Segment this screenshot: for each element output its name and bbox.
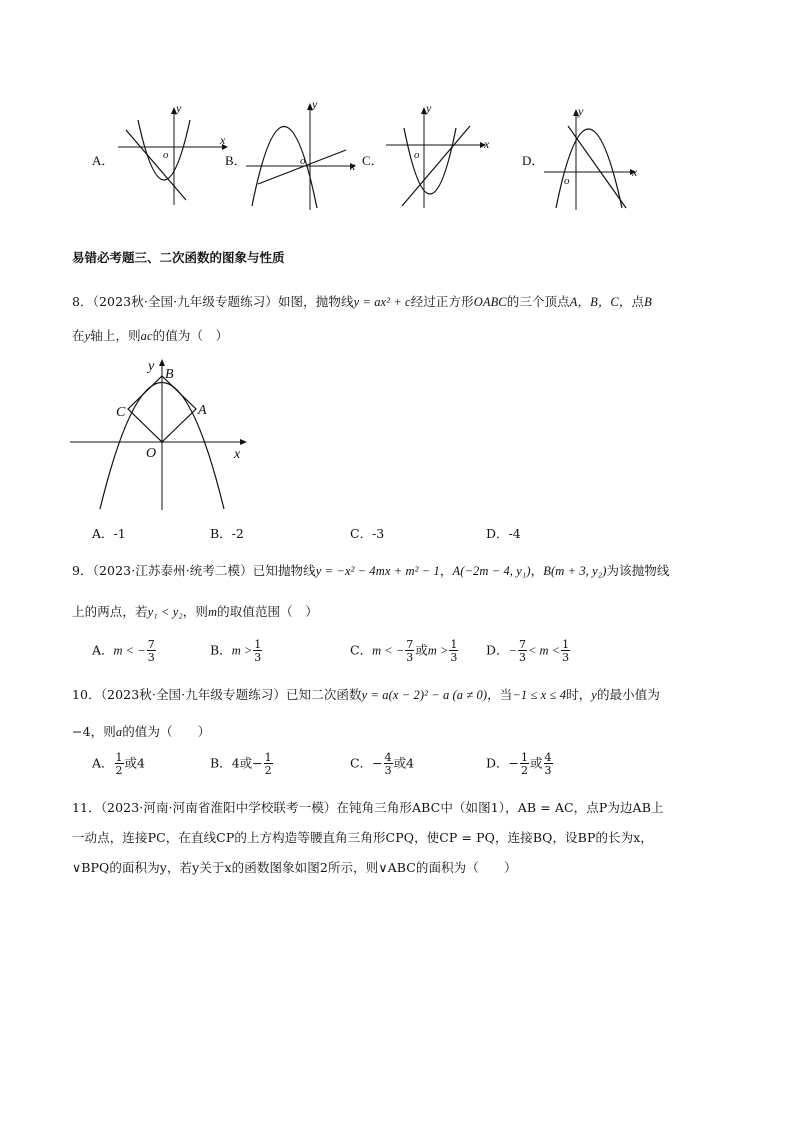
q7-option-c-label: C． (362, 153, 384, 168)
x-label: x (234, 447, 241, 462)
q8-option-d[interactable]: D．-4 (486, 526, 521, 541)
parabola (556, 129, 622, 208)
q9-option-c[interactable]: C．m < − $\frac{7}{3}$ 或m > $\frac{1}{3}$ (350, 638, 458, 664)
origin-label: o (300, 155, 306, 167)
y-label: y (426, 101, 432, 115)
q9-option-a[interactable]: A．m < − $\frac{7}{3}$ (92, 638, 155, 664)
y-arrow (159, 359, 165, 366)
q9-option-b[interactable]: B．m > $\frac{1}{3}$ (210, 638, 262, 664)
point-b-label: B (165, 367, 174, 382)
parabola (404, 128, 456, 194)
line (568, 126, 626, 208)
y-label: y (148, 359, 155, 374)
q7-graph-c (380, 100, 498, 212)
q9-option-d[interactable]: D．− $\frac{7}{3}$ < m < $\frac{1}{3}$ (486, 638, 570, 664)
origin-label: o (163, 149, 169, 161)
q7-option-d-label: D． (522, 153, 545, 168)
y-label: y (176, 101, 182, 115)
q10-line-1: 10．（2023秋·全国·九年级专题练习）已知二次函数y = a(x − 2)² − a (a ≠ 0)，当−1 ≤ x ≤ 4时，y的最小值为 (72, 687, 660, 702)
point-a-label: A (198, 403, 207, 418)
q7-graph-d (542, 100, 646, 212)
q8-line-1: 8．（2023秋·全国·九年级专题练习）如图，抛物线y = ax² + c经过正方形OABC的三个顶点A，B，C，点B (72, 294, 652, 309)
x-arrow (240, 439, 247, 445)
origin-label: O (146, 446, 157, 461)
origin-label: o (414, 149, 420, 161)
x-label: x (350, 159, 356, 173)
q11-line-1: 11．（2023·河南·河南省淮阳中学校联考一模）在钝角三角形ABC中（如图1），AB = AC，点P为边AB上 (72, 800, 664, 815)
parabola (252, 126, 317, 208)
y-label: y (578, 104, 584, 118)
q8-option-c[interactable]: C．-3 (350, 526, 385, 541)
q7-option-b-label: B． (225, 153, 247, 168)
origin-label: o (564, 175, 570, 187)
point-c-label: C (116, 405, 126, 420)
x-label: x (484, 137, 490, 151)
q8-line-2: 在y轴上，则ac的值为（ ） (72, 328, 229, 343)
q11-line-2: 一动点，连接PC，在直线CP的上方构造等腰直角三角形CPQ，使CP = PQ，连接BQ，设BP的长为x， (72, 830, 654, 845)
q8-option-b[interactable]: B．-2 (210, 526, 244, 541)
x-label: x (220, 133, 226, 147)
q10-line-2: −4，则a的值为（ ） (72, 724, 211, 739)
q10-option-a[interactable]: A． $\frac{1}{2}$ 或4 (92, 751, 145, 777)
q7-graph-b (242, 96, 364, 212)
q11-line-3: ∨BPQ的面积为y，若y关于x的函数图象如图2所示，则∨ABC的面积为（ ） (72, 860, 517, 875)
q8-figure (68, 354, 254, 514)
q9-line-1: 9．（2023·江苏泰州·统考二模）已知抛物线y = −x² − 4mx + m² − 1，A(−2m − 4, y₁)，B(m + 3, y₂)为该抛物线 (72, 563, 670, 578)
y-label: y (312, 97, 318, 111)
q7-graph-a (110, 100, 230, 210)
q8-option-a[interactable]: A．-1 (92, 526, 126, 541)
section-title: 易错必考题三、二次函数的图象与性质 (72, 250, 285, 265)
q9-line-2: 上的两点，若y₁ < y₂，则m的取值范围（ ） (72, 604, 318, 619)
line (402, 126, 470, 206)
q10-option-c[interactable]: C．− $\frac{4}{3}$ 或4 (350, 751, 415, 777)
x-label: x (632, 165, 638, 179)
q10-option-b[interactable]: B．4或− $\frac{1}{2}$ (210, 751, 272, 777)
q10-option-d[interactable]: D．− $\frac{1}{2}$ 或 $\frac{4}{3}$ (486, 751, 552, 777)
q7-option-a-label: A． (92, 153, 115, 168)
